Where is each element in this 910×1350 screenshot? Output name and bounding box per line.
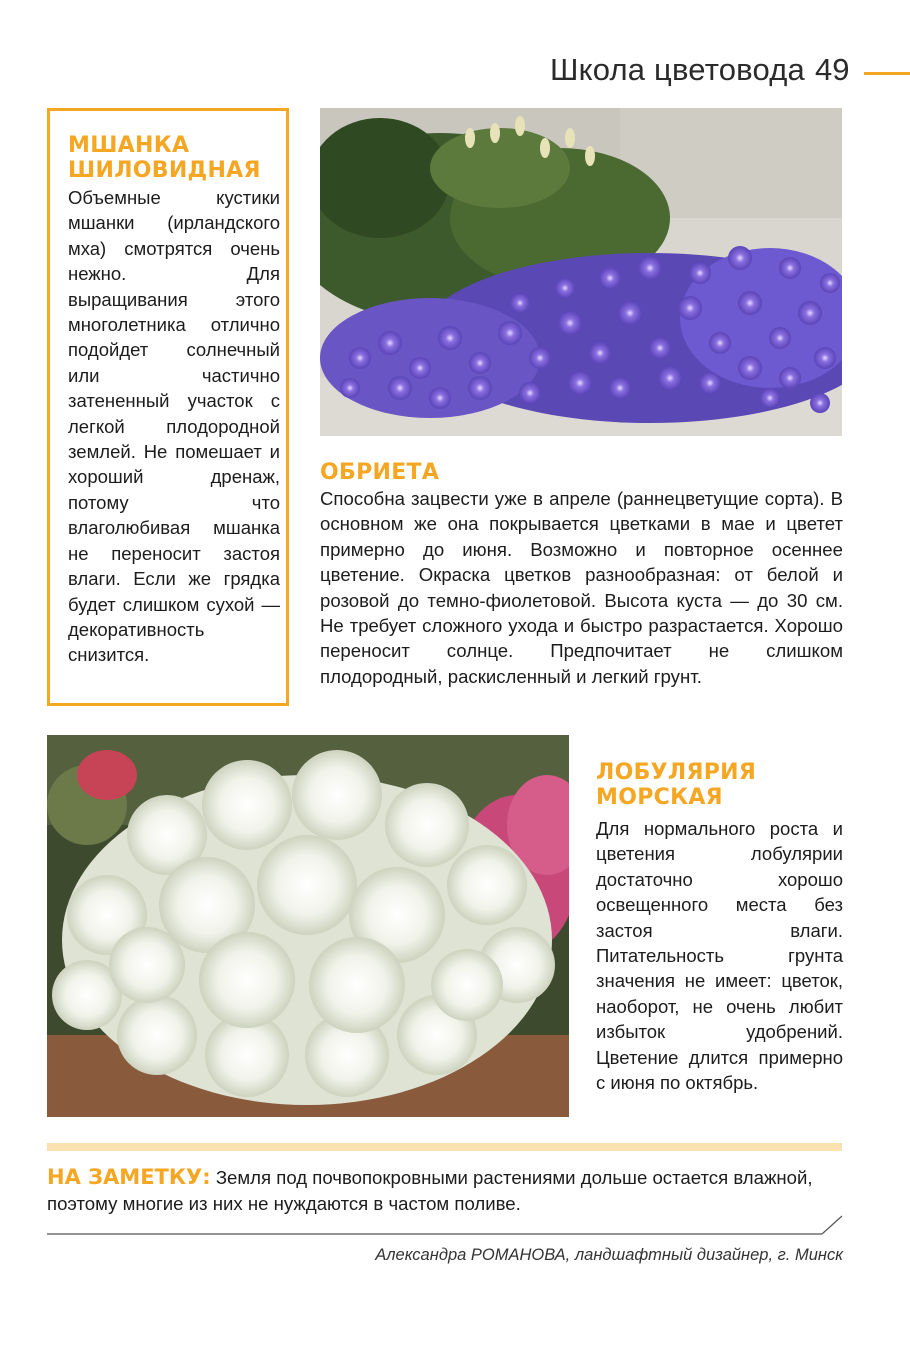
- author-credit: Александра РОМАНОВА, ландшафтный дизайнер, г. Минск: [375, 1246, 843, 1264]
- note-divider: [47, 1143, 842, 1151]
- lobularia-heading: ЛОБУЛЯРИЯ МОРСКАЯ: [596, 760, 757, 810]
- mshanka-heading: МШАНКА ШИЛОВИДНАЯ: [68, 133, 261, 183]
- mshanka-text: Объемные кустики мшанки (ирландского мха) смотрятся очень нежно. Для выращивания этого многолетника отлично подойдет солнечный или частично затененный участок с легкой плодородной землей. Не помешает и хороший дренаж, потому что влаголюбивая мшанка не переносит застоя влаги. Если же грядка будет слишком сухой — декоративность снизится.: [68, 187, 280, 666]
- aubrieta-text: Способна зацвести уже в апреле (раннецветущие сорта). В основном же она покрывается цветками в мае и цветет примерно до июня. Возможно и повторное осеннее цветение. Окраска цветков разнообразная: от белой и розовой до темно-фиолетовой. Высота куста — до 30 см. Не требует сложного ухода и быстро разрастается. Хорошо переносит солнце. Предпочитает не слишком плодородный, раскисленный и легкий грунт.: [320, 488, 843, 687]
- aubrieta-heading: ОБРИЕТА: [320, 460, 440, 485]
- page-number: 49: [815, 52, 850, 87]
- header-accent-rule: [864, 72, 910, 75]
- note-bottom-rule: [47, 1214, 847, 1236]
- aubrieta-photo: [320, 108, 842, 436]
- note-text: Земля под почвопокровными растениями дольше остается влажной, поэтому многие из них не нуждаются в частом поливе.: [47, 1167, 813, 1214]
- lobularia-photo: [47, 735, 569, 1117]
- section-title: Школа цветовода: [549, 52, 805, 87]
- note-label: НА ЗАМЕТКУ:: [47, 1165, 211, 1189]
- lobularia-text: Для нормального роста и цветения лобулярии достаточно хорошо освещенного места без застоя влаги. Питательность грунта значения не имеет: цветок, наоборот, не очень любит избыток удобрений. Цветение длится примерно с июня по октябрь.: [596, 818, 843, 1094]
- note-block: [47, 1164, 843, 1217]
- mshanka-box: [47, 108, 289, 706]
